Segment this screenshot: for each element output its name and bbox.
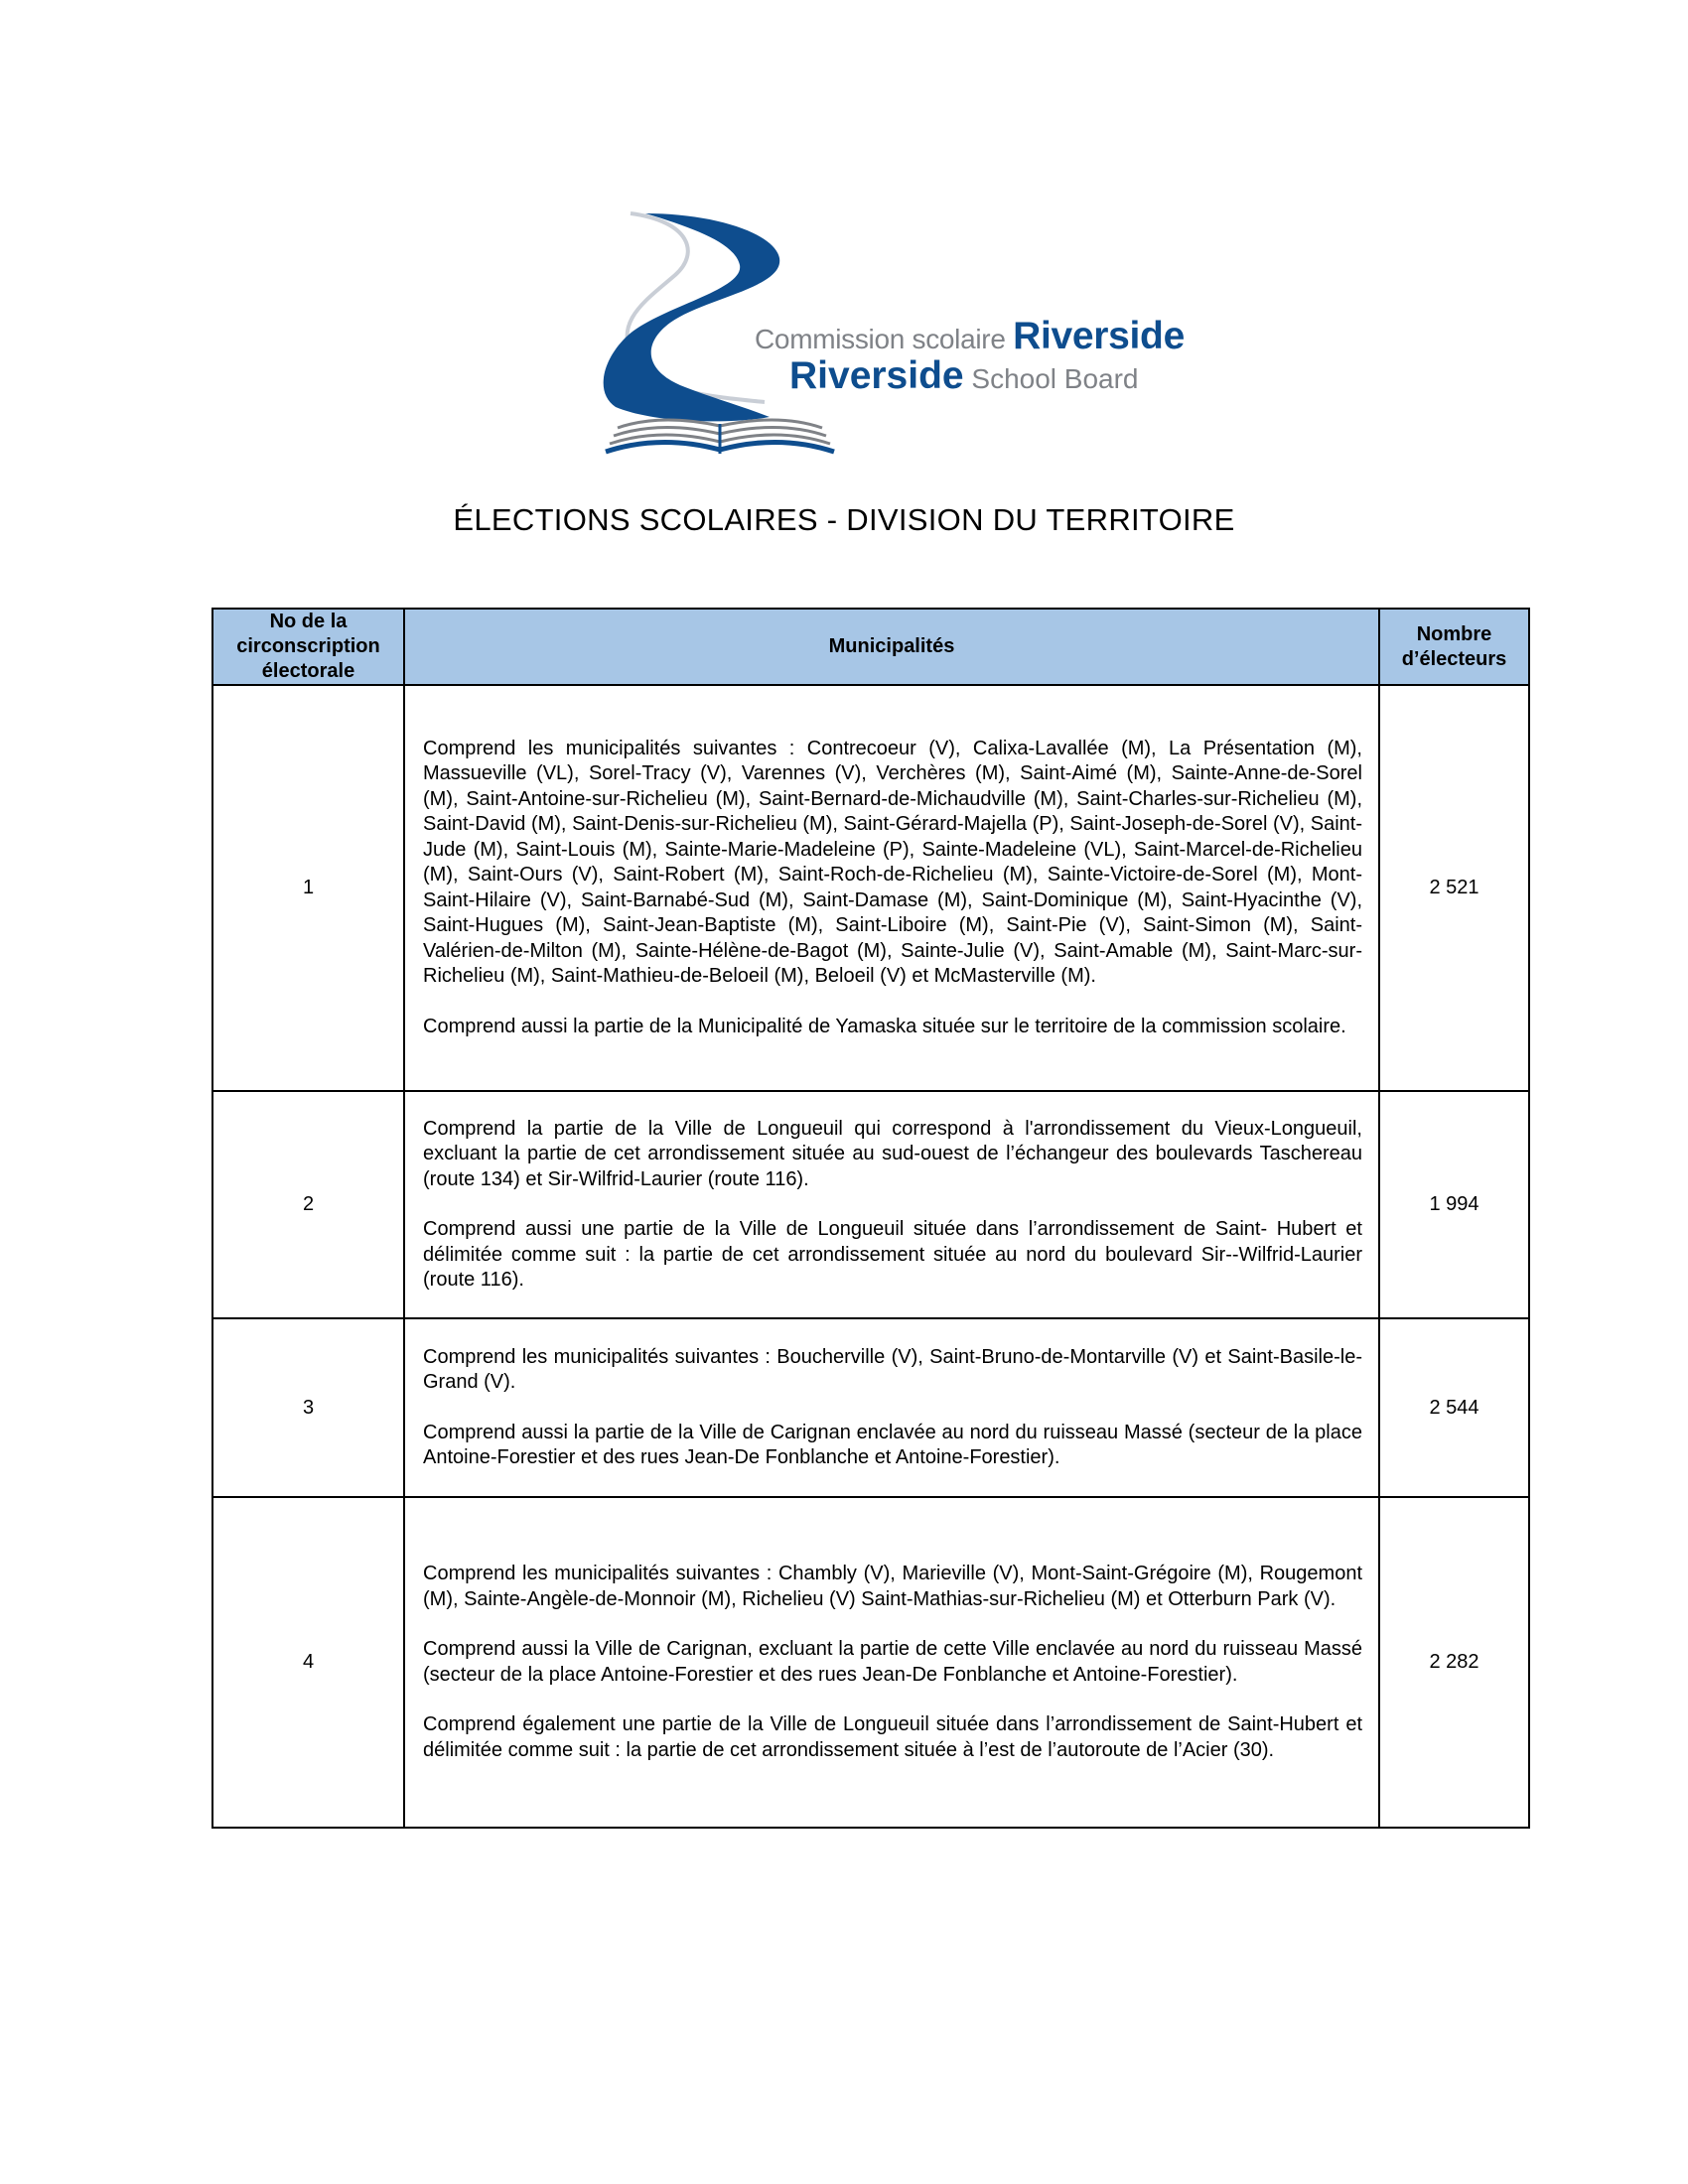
municipalities-cell	[404, 1091, 1379, 1318]
logo	[596, 204, 1185, 481]
page-title: ÉLECTIONS SCOLAIRES - DIVISION DU TERRITOIRE	[453, 502, 1235, 537]
district-number: 3	[212, 1318, 404, 1497]
districts-table	[211, 608, 1530, 1829]
municipalities-paragraph: Comprend aussi une partie de la Ville de Longueuil située dans l’arrondissement de Saint- Hubert et délimitée comme suit : la partie de cet arrondissement située au nord du boulevard Sir-‑Wilfrid-Laurier (route 116).	[423, 1218, 1362, 1291]
municipalities-paragraph: Comprend également une partie de la Ville de Longueuil située dans l’arrondissement de Saint-Hubert et délimitée comme suit : la partie de cet arrondissement située à l’est de l’autoroute de l’Acier (30).	[423, 1713, 1362, 1761]
table-row	[212, 1091, 1529, 1318]
header-electeurs: Nombre d’électeurs	[1379, 609, 1529, 685]
table-row	[212, 1318, 1529, 1497]
table-row	[212, 1497, 1529, 1828]
voter-count: 2 282	[1379, 1497, 1529, 1828]
municipalities-paragraph: Comprend aussi la Ville de Carignan, excluant la partie de cette Ville enclavée au nord du ruisseau Massé (secteur de la place Antoine-Forestier et des rues Jean-De Fonblanche et Antoine-Forestier).	[423, 1638, 1362, 1686]
municipalities-paragraph: Comprend les municipalités suivantes : Boucherville (V), Saint-Bruno-de-Montarville (V) et Saint-Basile-le-Grand (V).	[423, 1345, 1362, 1393]
table-row	[212, 685, 1529, 1091]
municipalities-paragraph: Comprend aussi la partie de la Municipalité de Yamaska située sur le territoire de la commission scolaire.	[423, 1015, 1346, 1037]
logo-line-2: Riverside School Board	[789, 354, 1139, 397]
district-number: 1	[212, 685, 404, 1091]
header-circonscription: No de la circonscription électorale	[212, 609, 404, 685]
voter-count: 2 544	[1379, 1318, 1529, 1497]
header-municipalites: Municipalités	[404, 609, 1379, 685]
district-number: 4	[212, 1497, 404, 1828]
municipalities-paragraph: Comprend la partie de la Ville de Longueuil qui correspond à l'arrondissement du Vieux-Longueuil, excluant la partie de cet arrondissement située au sud-ouest de l’échangeur des boulevards Taschereau (route 134) et Sir-Wilfrid-Laurier (route 116).	[423, 1117, 1362, 1190]
municipalities-paragraph: Comprend les municipalités suivantes : Contrecoeur (V), Calixa-Lavallée (M), La Présentation (M), Massueville (VL), Sorel-Tracy (V), Varennes (V), Verchères (M), Saint-Aimé (M), Sainte-Anne-de-Sorel (M), Saint-Antoine-sur-Richelieu (M), Saint-Bernard-de-Michaudville (M), Saint-Charles-sur-Richelieu (M), Saint-David (M), Saint-Denis-sur-Richelieu (M), Saint-Gérard-Majella (P), Saint-Joseph-de-Sorel (V), Saint-Jude (M), Saint-Louis (M), Sainte-Marie-Madeleine (P), Sainte-Madeleine (VL), Saint-Marcel-de-Richelieu (M), Saint-Ours (V), Saint-Robert (M), Saint-Roch-de-Richelieu (M), Sainte-Victoire-de-Sorel (M), Mont-Saint-Hilaire (V), Saint-Barnabé-Sud (M), Saint-Damase (M), Saint-Dominique (M), Saint-Hyacinthe (V), Saint-Hugues (M), Saint-Jean-Baptiste (M), Saint-Liboire (M), Saint-Pie (V), Saint-Simon (M), Saint-Valérien-de-Milton (M), Sainte-Hélène-de-Bagot (M), Sainte-Julie (V), Saint-Amable (M), Saint-Marc-sur-Richelieu (M), Saint-Mathieu-de-Beloeil (M), Beloeil (V) et McMasterville (M).	[423, 737, 1362, 988]
municipalities-paragraph: Comprend aussi la partie de la Ville de Carignan enclavée au nord du ruisseau Massé (secteur de la place Antoine-Forestier et des rues Jean-De Fonblanche et Antoine-Forestier).	[423, 1421, 1362, 1468]
municipalities-cell	[404, 685, 1379, 1091]
municipalities-paragraph: Comprend les municipalités suivantes : Chambly (V), Marieville (V), Mont-Saint-Grégoire (M), Rougemont (M), Sainte-Angèle-de-Monnoir (M), Richelieu (V) Saint-Mathias-sur-Richelieu (M) et Otterburn Park (V).	[423, 1563, 1362, 1610]
district-number: 2	[212, 1091, 404, 1318]
logo-line-1: Commission scolaire Riverside	[755, 315, 1185, 357]
municipalities-cell	[404, 1497, 1379, 1828]
municipalities-cell	[404, 1318, 1379, 1497]
voter-count: 2 521	[1379, 685, 1529, 1091]
table-header-row	[212, 609, 1529, 685]
voter-count: 1 994	[1379, 1091, 1529, 1318]
